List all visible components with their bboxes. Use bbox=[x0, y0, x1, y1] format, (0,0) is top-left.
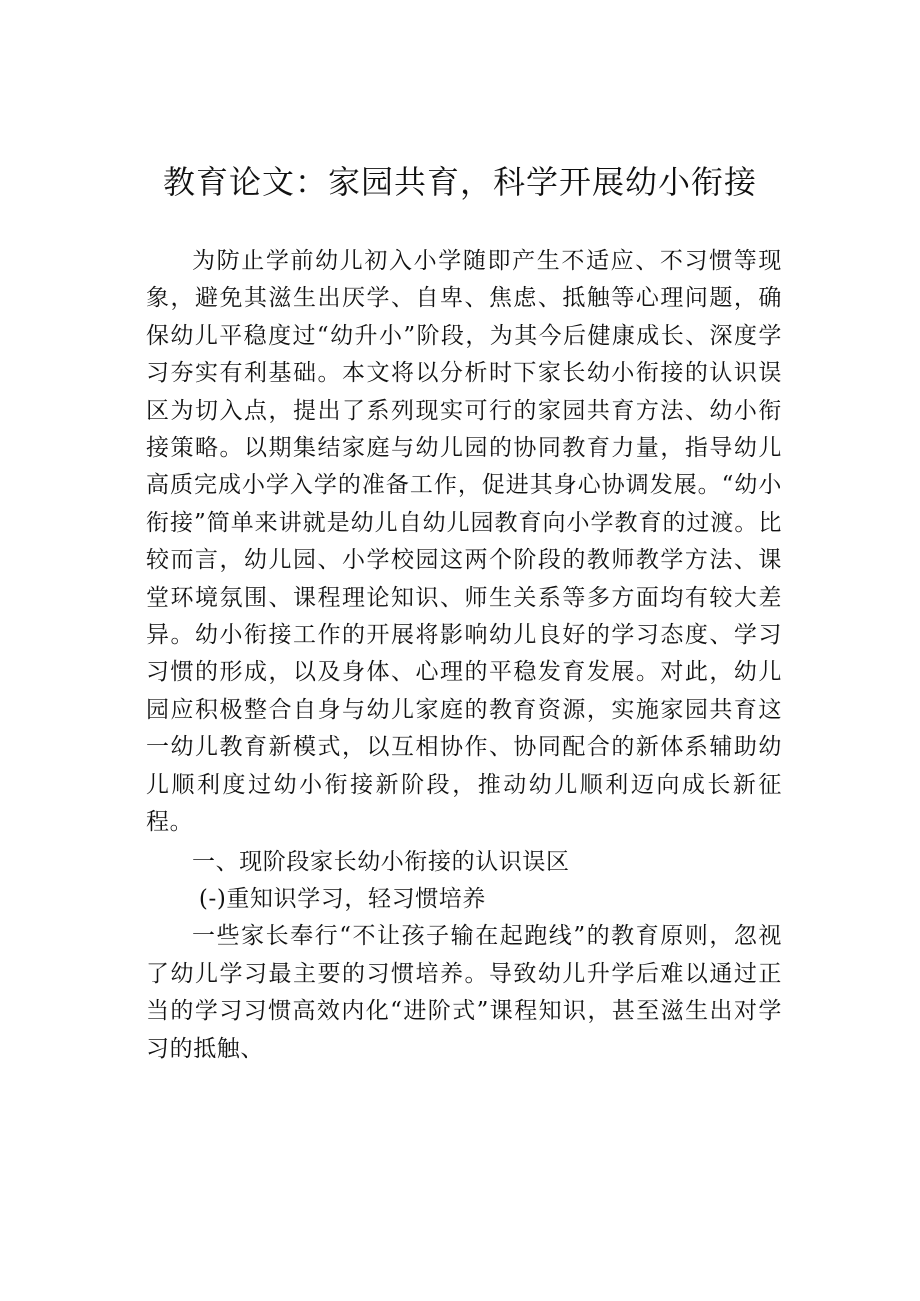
subsection-heading: (-)重知识学习，轻习惯培养 bbox=[198, 885, 487, 912]
subsection-paragraph: 一些家长奉行“不让孩子输在起跑线”的教育原则，忽视了幼儿学习最主要的习惯培养。导致幼儿升学后难以通过正当的学习习惯高效内化“进阶式”课程知识，甚至滋生出对学习的抵触、 bbox=[146, 923, 782, 1062]
document-body bbox=[146, 243, 782, 1068]
intro-paragraph: 为防止学前幼儿初入小学随即产生不适应、不习惯等现象，避免其滋生出厌学、自卑、焦虑、抵触等心理问题，确保幼儿平稳度过“幼升小”阶段，为其今后健康成长、深度学习夯实有利基础。本文将以分析时下家长幼小衔接的认识误区为切入点，提出了系列现实可行的家园共育方法、幼小衔接策略。以期集结家庭与幼儿园的协同教育力量，指导幼儿高质完成小学入学的准备工作，促进其身心协调发展。“幼小衔接”简单来讲就是幼儿自幼儿园教育向小学教育的过渡。比较而言，幼儿园、小学校园这两个阶段的教师教学方法、课堂环境氛围、课程理论知识、师生关系等多方面均有较大差异。幼小衔接工作的开展将影响幼儿良好的学习态度、学习习惯的形成，以及身体、心理的平稳发育发展。对此，幼儿园应积极整合自身与幼儿家庭的教育资源，实施家园共育这一幼儿教育新模式，以互相协作、协同配合的新体系辅助幼儿顺利度过幼小衔接新阶段，推动幼儿顺利迈向成长新征程。 bbox=[146, 248, 782, 836]
document-title: 教育论文：家园共育，科学开展幼小衔接 bbox=[162, 163, 757, 201]
section-heading: 一、现阶段家长幼小衔接的认识误区 bbox=[192, 848, 570, 875]
